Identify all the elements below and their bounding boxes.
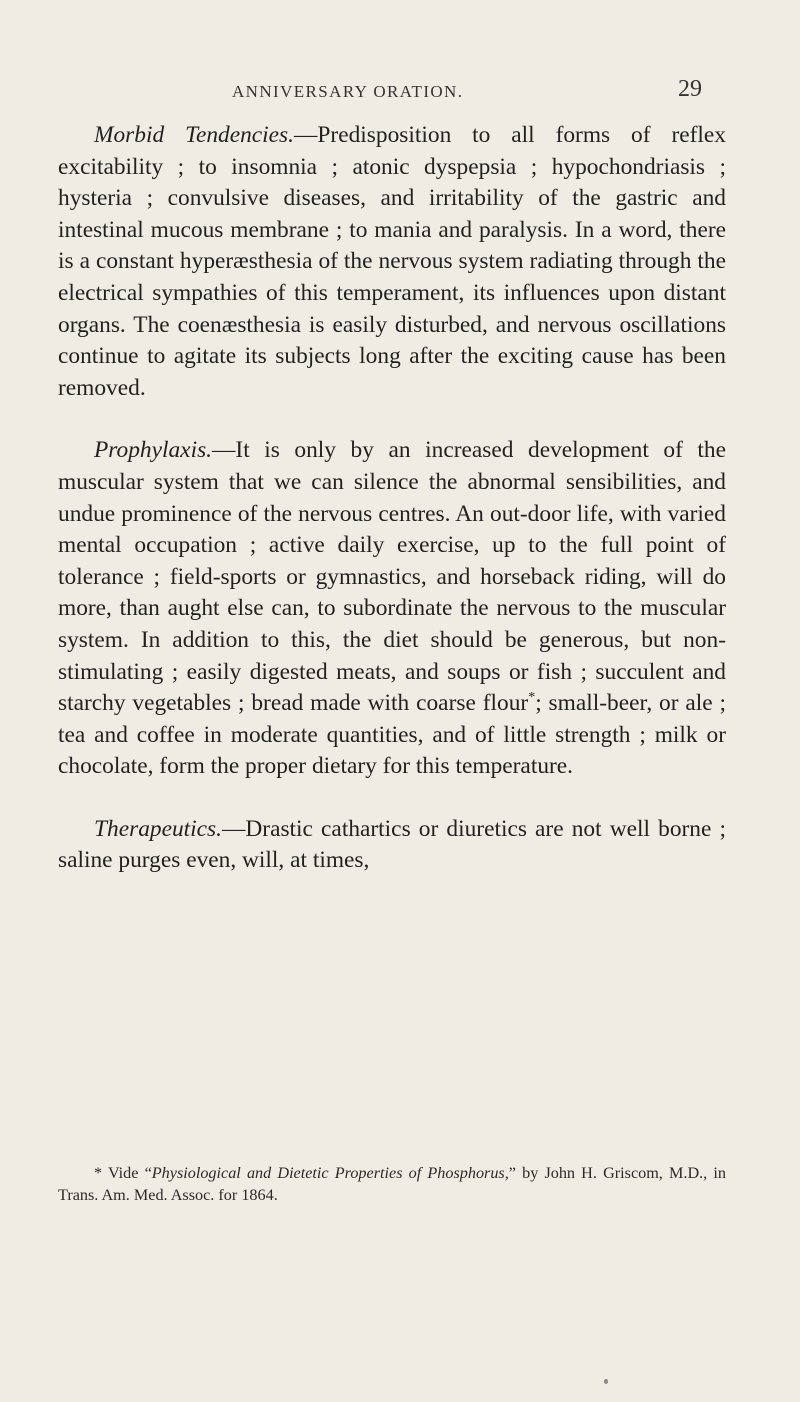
- section-heading-prophylaxis: Prophylaxis.: [94, 437, 213, 464]
- paragraph-text: —Predisposition to all forms of reflex excitability ; to insomnia ; atonic dyspepsia ; hypochondriasis ; hysteria ; convulsive diseases, and irritability of the gastric and intestinal mucous membrane ; to mania and paralysis. In a word, there is a constant hyperæsthesia of the nervous system radiating through the electrical sympathies of this temperament, its influences upon distant organs. The coenæsthesia is easily disturbed, and nervous oscillations continue to agitate its subjects long after the exciting cause has been removed.: [58, 122, 726, 401]
- footnote: [58, 1162, 726, 1206]
- paragraph-prophylaxis: [58, 435, 726, 783]
- page-number: 29: [678, 76, 702, 102]
- footnote-reference: *: [528, 690, 536, 706]
- paragraph-text-continued: ; small-beer, or ale ; tea and coffee in moderate quantities, and of little strength ; milk or chocolate, form the proper dietary for this temperature.: [58, 690, 727, 780]
- paragraph-morbid-tendencies: [58, 120, 726, 404]
- section-heading-morbid-tendencies: Morbid Tendencies.: [94, 122, 295, 148]
- paper-speck: [604, 1379, 608, 1384]
- section-heading-therapeutics: Therapeutics.: [94, 815, 222, 842]
- footnote-citation: ” by John H. Griscom, M.D., in Trans. Am. Med. Assoc. for 1864.: [58, 1164, 726, 1204]
- running-head: [0, 76, 800, 112]
- footnote-lead: Vide “: [107, 1164, 152, 1182]
- footnote-mark: *: [94, 1164, 103, 1182]
- running-title: ANNIVERSARY ORATION.: [232, 82, 464, 101]
- body-text: [58, 120, 726, 877]
- paragraph-text: —Drastic cathartics or diuretics are not well borne ; saline purges even, will, at times,: [58, 815, 726, 874]
- paragraph-therapeutics: [58, 814, 726, 877]
- paragraph-text: —It is only by an increased development of the muscular system that we can silence the abnormal sensibilities, and undue prominence of the nervous centres. An out-door life, with varied mental occupation ; active daily exercise, up to the full point of tolerance ; field-sports or gymnastics, and horseback riding, will do more, than aught else can, to subordinate the nervous to the muscular system. In addition to this, the diet should be generous, but non-stimulating ; easily digested meats, and soups or fish ; succulent and starchy vegetables ; bread made with coarse flour: [58, 437, 726, 717]
- footnote-title: Physiological and Dietetic Properties of Phosphorus,: [151, 1164, 509, 1182]
- footnote-text: [58, 1162, 726, 1206]
